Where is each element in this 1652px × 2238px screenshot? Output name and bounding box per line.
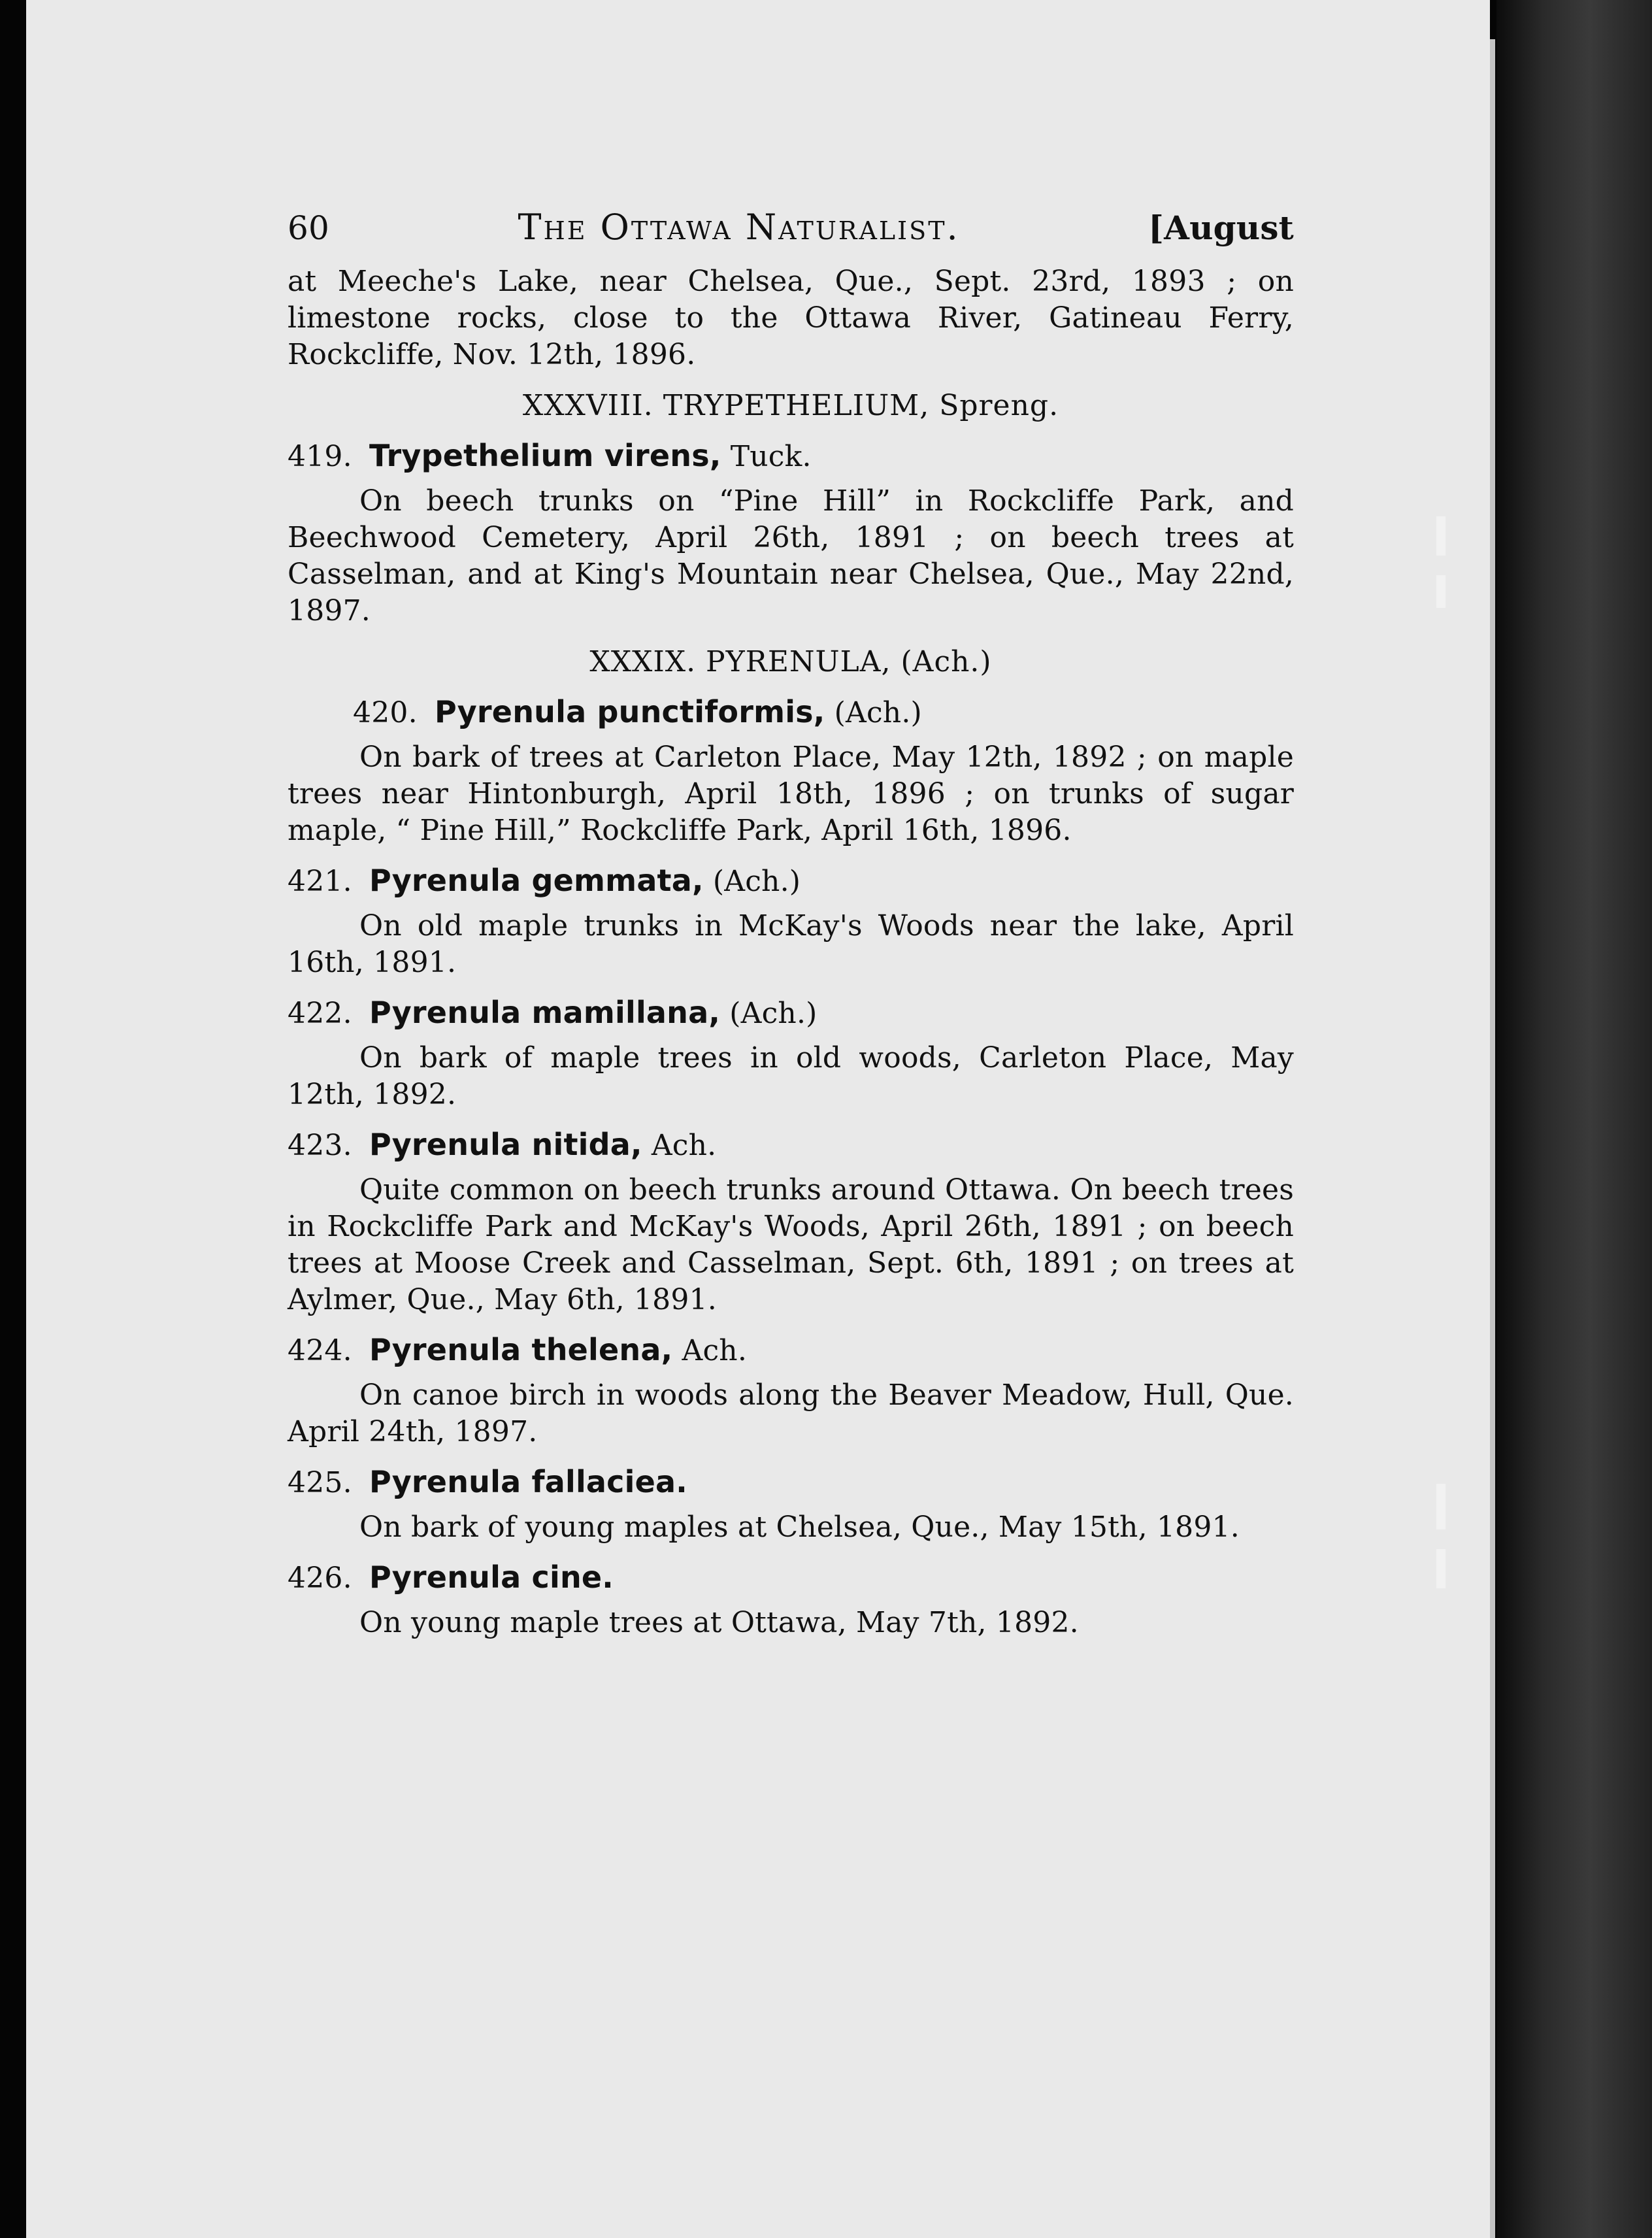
species-heading (288, 693, 1294, 731)
spine-mark (1436, 1549, 1446, 1588)
spine-mark (1436, 575, 1446, 608)
journal-title: The Ottawa Naturalist. (518, 207, 960, 248)
species-description: On old maple trunks in McKay's Woods near the lake, April 16th, 1891. (288, 909, 1294, 979)
genus-heading: XXXIX. PYRENULA, (Ach.) (589, 645, 992, 678)
species-number: 420. (353, 696, 418, 729)
species-description: On bark of trees at Carleton Place, May 12th, 1892 ; on maple trees near Hintonburgh, April 18th, 1896 ; on trunks of sugar maple, “ Pine Hill,” Rockcliffe Park, April 16th, 1896. (288, 741, 1294, 847)
species-heading (288, 1126, 1294, 1164)
species-name: Pyrenula gemmata, (369, 863, 704, 898)
species-heading (288, 1654, 1294, 1692)
species-number: 423. (288, 1129, 352, 1162)
page-edge (1490, 39, 1495, 2238)
species-name: Pyrenula thelena, (369, 1332, 673, 1367)
species-authority: Ach. (651, 1129, 717, 1162)
species-name: Pyrenula punctiformis, (434, 694, 825, 729)
species-heading (288, 1463, 1294, 1501)
species-name: Pyrenula mamillana, (369, 995, 721, 1030)
genus-heading: XXXVIII. TRYPETHELIUM, Spreng. (522, 389, 1059, 422)
species-description: On young maple trees at Ottawa, May 7th, 1892. (359, 1606, 1079, 1639)
species-heading (288, 862, 1294, 900)
issue-month: [August (1148, 209, 1294, 247)
page-number: 60 (288, 209, 330, 247)
species-heading (288, 1331, 1294, 1369)
species-authority: Tuck. (730, 440, 812, 473)
species-number: 419. (288, 440, 352, 473)
species-heading (288, 1559, 1294, 1597)
species-name: Pyrenula nitida, (369, 1127, 642, 1162)
spine-mark (1436, 516, 1446, 556)
page-content (288, 209, 1294, 1700)
species-description: Quite common on beech trunks around Ottawa. On beech trees in Rockcliffe Park and McKay's Woods, April 26th, 1891 ; on beech trees at Moose Creek and Casselman, Sept. 6th, 1891 ; on trees at Aylmer, Que., May 6th, 1891. (288, 1173, 1294, 1316)
species-number: 422. (288, 997, 352, 1030)
species-number: 424. (288, 1334, 352, 1367)
species-number: 426. (288, 1562, 352, 1595)
species-number: 425. (288, 1466, 352, 1499)
species-authority: (Ach.) (834, 696, 922, 729)
species-description: On bark of young maples at Chelsea, Que., May 15th, 1891. (359, 1511, 1240, 1544)
species-name: Pyrenula cine. (369, 1560, 614, 1595)
species-name: Trypethelium virens, (369, 438, 721, 473)
species-description: On beech trunks on “Pine Hill” in Rockcliffe Park, and Beechwood Cemetery, April 26th, 1891 ; on beech trees at Casselman, and at King's Mountain near Chelsea, Que., May 22nd, 1897. (288, 484, 1294, 627)
species-heading (288, 437, 1294, 475)
spine-mark (1436, 1484, 1446, 1529)
book-spine-shadow (1496, 0, 1652, 2238)
continued-text: at Meeche's Lake, near Chelsea, Que., Sept. 23rd, 1893 ; on limestone rocks, close to the Ottawa River, Gatineau Ferry, Rockcliffe, Nov. 12th, 1896. (288, 265, 1294, 371)
species-authority: Ach. (682, 1334, 748, 1367)
species-authority: (Ach.) (729, 997, 818, 1030)
species-number: 421. (288, 865, 352, 898)
running-head (288, 209, 1294, 246)
species-name: Pyrenula fallaciea. (369, 1464, 687, 1499)
species-authority: (Ach.) (712, 865, 801, 898)
species-description: On bark of maple trees in old woods, Carleton Place, May 12th, 1892. (288, 1041, 1294, 1111)
species-heading (288, 994, 1294, 1032)
species-description: On canoe birch in woods along the Beaver Meadow, Hull, Que. April 24th, 1897. (288, 1378, 1294, 1448)
